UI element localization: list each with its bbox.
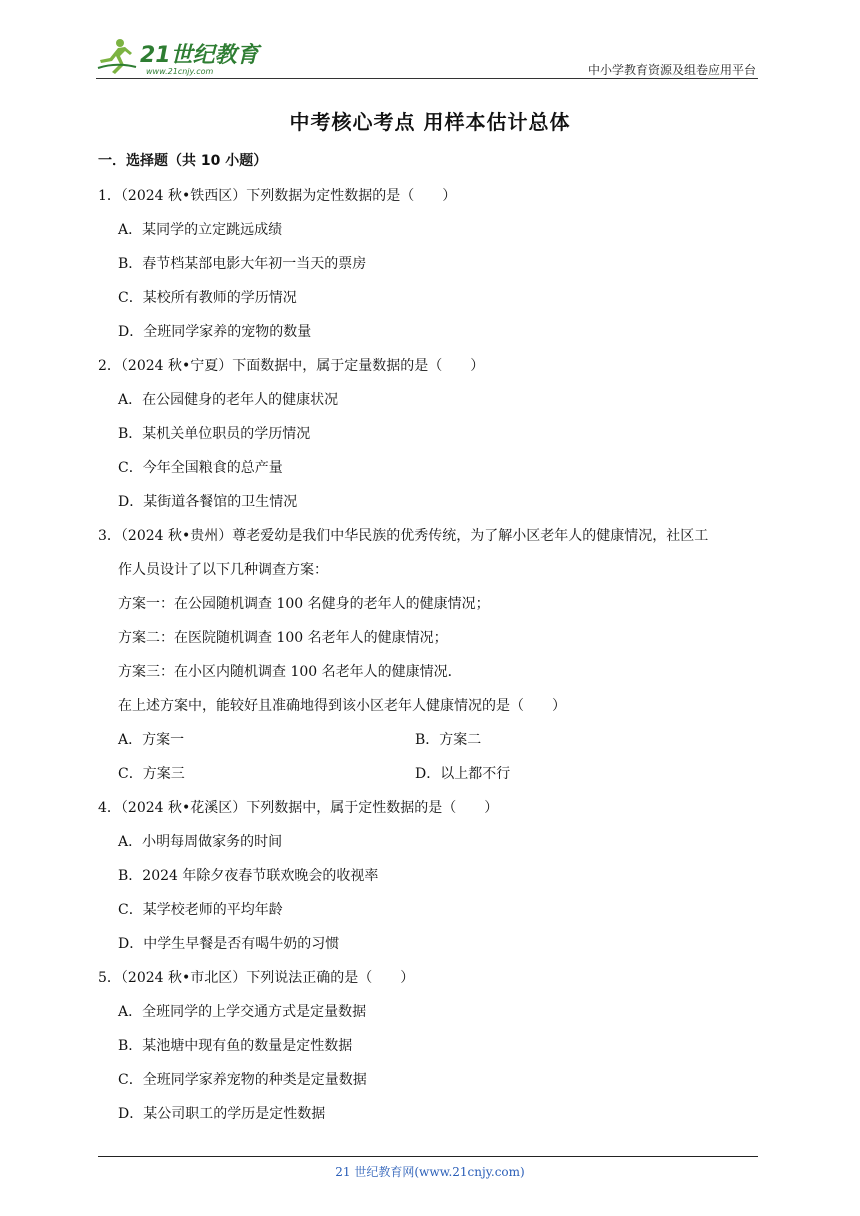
question-3-option-b: B．方案二 [415,732,482,748]
question-5-option-c: C．全班同学家养宠物的种类是定量数据 [118,1072,367,1088]
question-4-stem: 4．（2024 秋•花溪区）下列数据中，属于定性数据的是（ ） [98,800,499,816]
question-3-stem: 3．（2024 秋•贵州）尊老爱幼是我们中华民族的优秀传统，为了解小区老年人的健康情况，社区工 [98,528,709,544]
question-1-option-b: B．春节档某部电影大年初一当天的票房 [118,256,367,272]
question-2-stem: 2．（2024 秋•宁夏）下面数据中，属于定量数据的是（ ） [98,358,485,374]
question-5-stem: 5．（2024 秋•市北区）下列说法正确的是（ ） [98,970,415,986]
svg-text:www.21cnjy.com: www.21cnjy.com [146,67,214,76]
question-3-option-d: D．以上都不行 [415,766,511,782]
footer-divider [98,1156,758,1157]
question-3-option-a: A．方案一 [118,732,185,748]
question-4-option-a: A．小明每周做家务的时间 [118,834,283,850]
section-heading: 一．选择题（共 10 小题） [98,153,268,169]
question-4-option-c: C．某学校老师的平均年龄 [118,902,283,918]
question-3-stem-continued: 作人员设计了以下几种调查方案： [118,562,328,578]
question-3-option-c: C．方案三 [118,766,185,782]
question-3-ask: 在上述方案中，能较好且准确地得到该小区老年人健康情况的是（ ） [118,698,566,714]
question-2-option-d: D．某街道各餐馆的卫生情况 [118,494,298,510]
question-1-stem: 1．（2024 秋•铁西区）下列数据为定性数据的是（ ） [98,188,457,204]
question-5-option-d: D．某公司职工的学历是定性数据 [118,1106,326,1122]
question-2-option-a: A．在公园健身的老年人的健康状况 [118,392,339,408]
question-1-option-c: C．某校所有教师的学历情况 [118,290,297,306]
svg-text:21世纪教育: 21世纪教育 [140,43,259,68]
header-platform-text: 中小学教育资源及组卷应用平台 [587,63,756,77]
question-1-option-d: D．全班同学家养的宠物的数量 [118,324,312,340]
question-2-option-b: B．某机关单位职员的学历情况 [118,426,311,442]
question-3-plan-1: 方案一：在公园随机调查 100 名健身的老年人的健康情况； [118,596,490,612]
question-5-option-a: A．全班同学的上学交通方式是定量数据 [118,1004,367,1020]
page-title: 中考核心考点 用样本估计总体 [289,110,571,134]
site-logo [96,34,266,78]
question-3-plan-2: 方案二：在医院随机调查 100 名老年人的健康情况； [118,630,448,646]
question-5-option-b: B．某池塘中现有鱼的数量是定性数据 [118,1038,353,1054]
question-4-option-d: D．中学生早餐是否有喝牛奶的习惯 [118,936,340,952]
question-4-option-b: B．2024 年除夕夜春节联欢晚会的收视率 [118,868,379,884]
footer-link[interactable]: 21 世纪教育网(www.21cnjy.com) [335,1165,525,1179]
question-1-option-a: A．某同学的立定跳远成绩 [118,222,283,238]
page-header [96,34,758,80]
question-3-plan-3: 方案三：在小区内随机调查 100 名老年人的健康情况． [118,664,462,680]
question-2-option-c: C．今年全国粮食的总产量 [118,460,283,476]
header-divider [96,78,758,79]
